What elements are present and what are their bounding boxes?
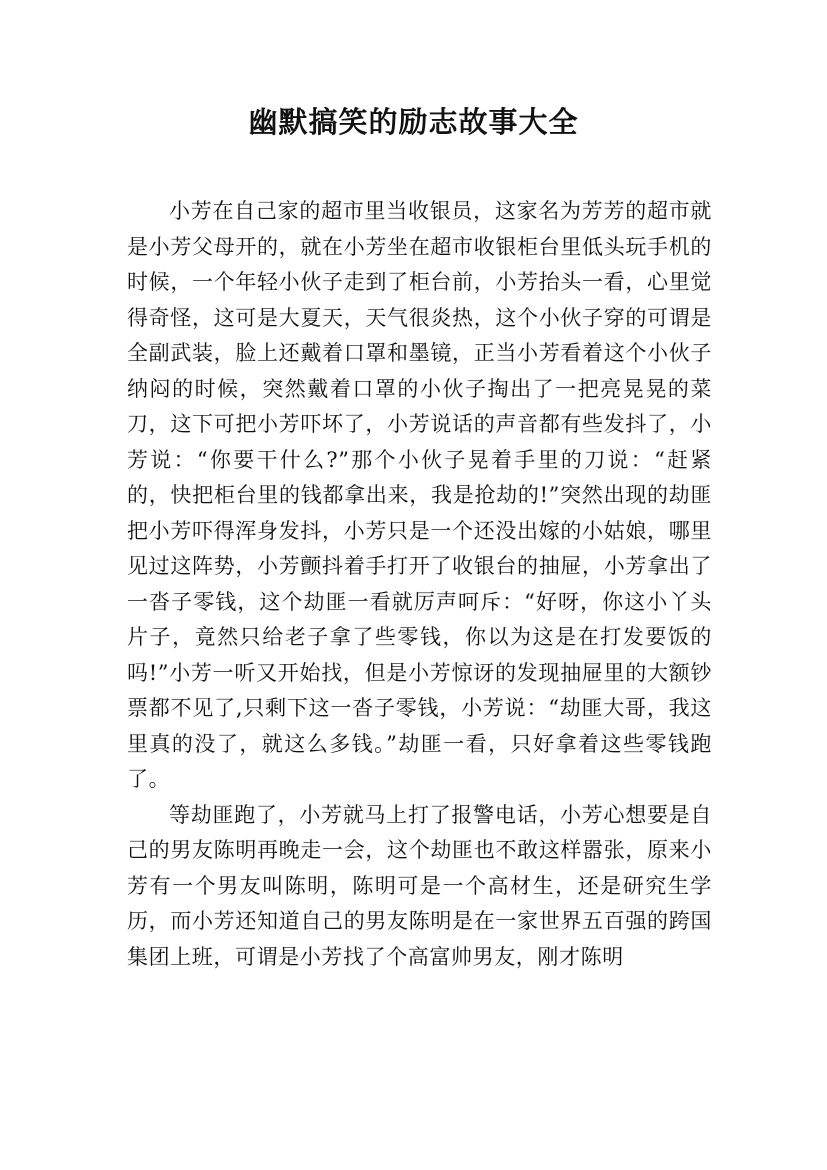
paragraph-2: 等劫匪跑了，小芳就马上打了报警电话，小芳心想要是自己的男友陈明再晚走一会，这个劫匪也不敢这样嚣张，原来小芳有一个男友叫陈明，陈明可是一个高材生，还是研究生学历，而小芳还知道自己的男友陈明是在一家世界五百强的跨国集团上班，可谓是小芳找了个高富帅男友，刚才陈明 — [127, 802, 712, 969]
document-title: 幽默搞笑的励志故事大全 — [248, 105, 579, 139]
document-body — [127, 194, 712, 975]
paragraph-1: 小芳在自己家的超市里当收银员，这家名为芳芳的超市就是小芳父母开的，就在小芳坐在超市收银柜台里低头玩手机的时候，一个年轻小伙子走到了柜台前，小芳抬头一看，心里觉得奇怪，这可是大夏天，天气很炎热，这个小伙子穿的可谓是全副武装，脸上还戴着口罩和墨镜，正当小芳看着这个小伙子纳闷的时候，突然戴着口罩的小伙子掏出了一把亮晃晃的菜刀，这下可把小芳吓坏了，小芳说话的声音都有些发抖了，小芳说：“你要干什么?”那个小伙子晃着手里的刀说：“赶紧的，快把柜台里的钱都拿出来，我是抢劫的!”突然出现的劫匪把小芳吓得浑身发抖，小芳只是一个还没出嫁的小姑娘，哪里见过这阵势，小芳颤抖着手打开了收银台的抽屉，小芳拿出了一沓子零钱，这个劫匪一看就厉声呵斥：“好呀，你这小丫头片子，竟然只给老子拿了些零钱，你以为这是在打发要饭的吗!”小芳一听又开始找，但是小芳惊讶的发现抽屉里的大额钞票都不见了,只剩下这一沓子零钱，小芳说：“劫匪大哥，我这里真的没了，就这么多钱。”劫匪一看，只好拿着这些零钱跑了。 — [127, 199, 712, 791]
